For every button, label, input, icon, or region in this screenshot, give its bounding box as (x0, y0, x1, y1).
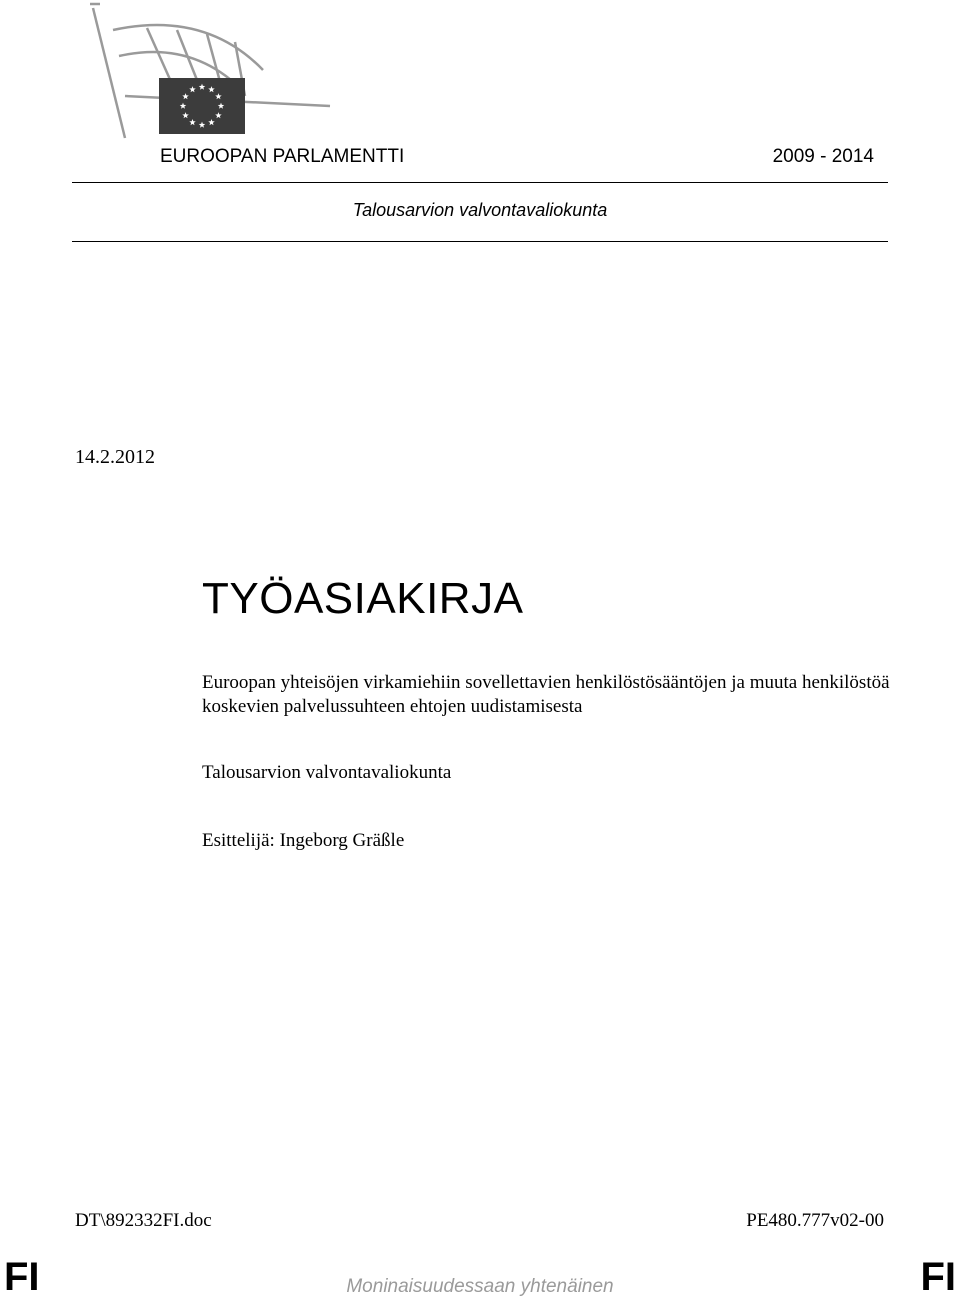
european-parliament-logo (85, 0, 335, 140)
language-code-left: FI (4, 1255, 40, 1299)
document-committee: Talousarvion valvontavaliokunta (202, 762, 452, 783)
header-rule-bottom (72, 241, 888, 242)
committee-header: Talousarvion valvontavaliokunta (352, 200, 608, 220)
document-date: 14.2.2012 (75, 446, 155, 468)
header-rule-top (72, 182, 888, 183)
pe-reference: PE480.777v02-00 (746, 1210, 884, 1231)
rapporteur: Esittelijä: Ingeborg Gräßle (202, 830, 405, 851)
language-code-right: FI (920, 1255, 956, 1299)
organization-name: EUROOPAN PARLAMENTTI (160, 146, 405, 167)
parliamentary-term: 2009 - 2014 (772, 146, 874, 167)
file-reference: DT\892332FI.doc (75, 1210, 212, 1231)
document-subject: Euroopan yhteisöjen virkamiehiin sovellettavien henkilöstösääntöjen ja muuta henkilöstöä koskevien palvelussuhteen ehtojen uudistamisesta (202, 672, 890, 717)
eu-motto: Moninaisuudessaan yhtenäinen (346, 1276, 614, 1297)
document-type: TYÖASIAKIRJA (202, 574, 524, 623)
